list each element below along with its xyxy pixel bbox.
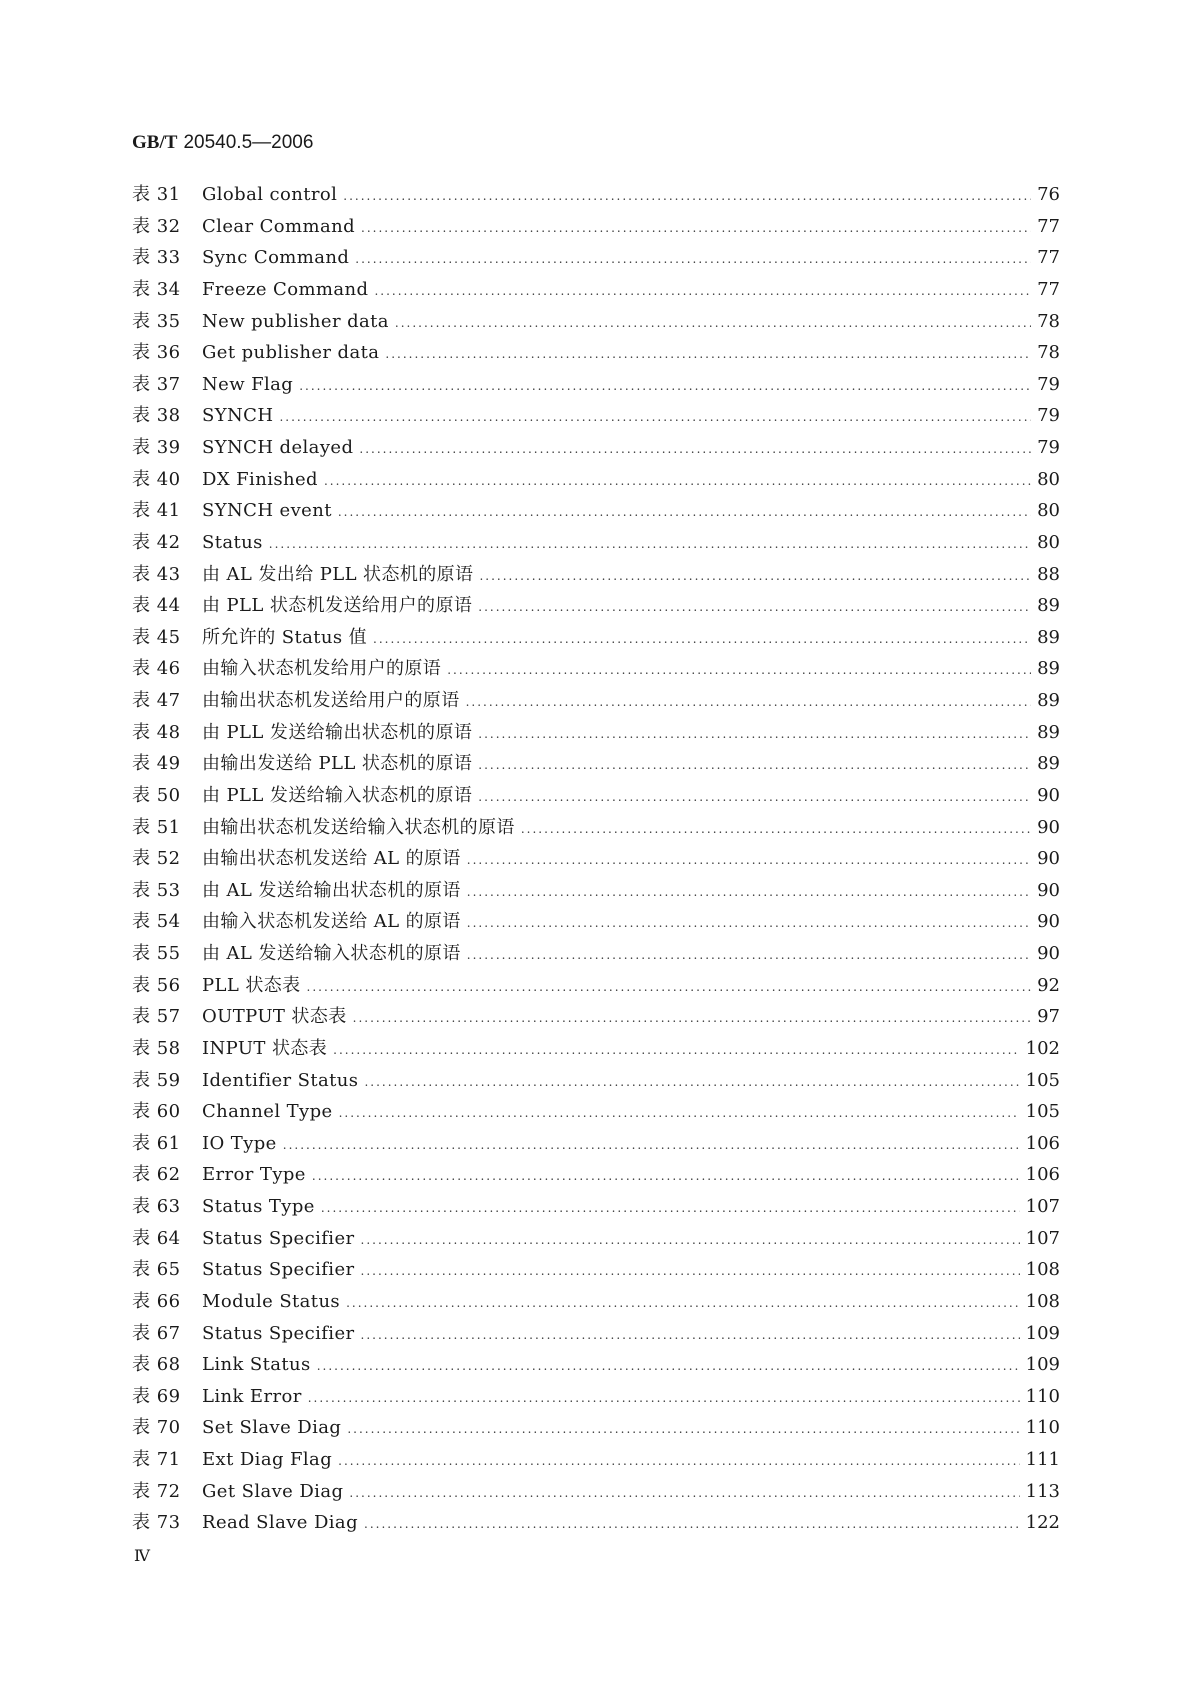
toc-entry-page: 89 — [1037, 753, 1060, 775]
toc-dot-leader — [374, 284, 1031, 298]
toc-entry-label: 表 72 — [132, 1480, 181, 1502]
toc-dot-leader — [283, 1138, 1020, 1152]
toc-dot-leader — [269, 537, 1031, 551]
toc-entry-label: 表 47 — [132, 690, 181, 711]
toc-entry[interactable] — [132, 718, 1060, 750]
toc-entry-title: 由 AL 发送给输入状态机的原语 — [202, 943, 461, 964]
toc-entry-title: 由 AL 发出给 PLL 状态机的原语 — [202, 563, 474, 585]
toc-entry-label: 表 68 — [132, 1354, 181, 1376]
toc-entry-title: Sync Command — [202, 247, 350, 269]
toc-entry-label: 表 57 — [132, 1006, 181, 1028]
toc-dot-leader — [308, 1391, 1020, 1405]
toc-entry-page: 108 — [1025, 1259, 1060, 1281]
toc-dot-leader — [361, 221, 1031, 235]
toc-entry-title: 由输出状态机发送给输入状态机的原语 — [202, 816, 515, 838]
toc-entry-label: 表 44 — [132, 595, 181, 617]
toc-dot-leader — [447, 663, 1031, 677]
toc-entry-title: 由 PLL 发送给输入状态机的原语 — [202, 784, 473, 806]
toc-dot-leader — [338, 505, 1031, 519]
toc-entry-page: 110 — [1025, 1417, 1060, 1439]
toc-entry-title: New publisher data — [202, 310, 389, 332]
toc-entry-page: 88 — [1037, 563, 1060, 585]
toc-entry-page: 113 — [1025, 1480, 1060, 1502]
toc-entry-label: 表 51 — [132, 816, 181, 838]
toc-entry[interactable] — [132, 433, 1060, 465]
toc-entry[interactable] — [132, 1224, 1060, 1256]
table-list — [132, 180, 1060, 1540]
toc-entry[interactable] — [132, 813, 1060, 845]
toc-entry-page: 106 — [1025, 1132, 1060, 1154]
standard-code-number: 20540.5—2006 — [183, 132, 314, 153]
toc-entry-title: INPUT 状态表 — [202, 1037, 328, 1059]
toc-entry-title: Status — [202, 531, 263, 553]
toc-entry[interactable] — [132, 1160, 1060, 1192]
toc-dot-leader — [467, 916, 1031, 930]
toc-entry-label: 表 56 — [132, 974, 181, 996]
toc-entry-label: 表 67 — [132, 1322, 181, 1344]
toc-entry[interactable] — [132, 275, 1060, 307]
toc-entry[interactable] — [132, 1192, 1060, 1224]
toc-entry[interactable] — [132, 1097, 1060, 1129]
toc-dot-leader — [385, 347, 1031, 361]
toc-entry-page: 80 — [1037, 468, 1060, 490]
toc-entry[interactable] — [132, 686, 1060, 718]
toc-entry-title: 由输出状态机发送给用户的原语 — [202, 690, 460, 711]
toc-entry-title: Freeze Command — [202, 278, 369, 300]
toc-dot-leader — [478, 600, 1031, 614]
toc-dot-leader — [349, 1486, 1019, 1500]
toc-entry-title: Status Specifier — [202, 1227, 355, 1249]
toc-entry-title: 由 PLL 发送给输出状态机的原语 — [202, 721, 473, 743]
toc-entry-title: Status Specifier — [202, 1322, 355, 1344]
toc-dot-leader — [307, 980, 1032, 994]
toc-entry-label: 表 59 — [132, 1069, 181, 1091]
toc-entry[interactable] — [132, 243, 1060, 275]
toc-entry[interactable] — [132, 939, 1060, 971]
toc-dot-leader — [355, 252, 1031, 266]
toc-entry[interactable] — [132, 1477, 1060, 1509]
toc-dot-leader — [479, 569, 1031, 583]
toc-entry[interactable] — [132, 591, 1060, 623]
toc-entry-title: OUTPUT 状态表 — [202, 1006, 347, 1028]
toc-entry-label: 表 69 — [132, 1385, 181, 1407]
toc-entry-title: Link Error — [202, 1385, 302, 1407]
toc-entry-label: 表 34 — [132, 278, 181, 300]
toc-entry-page: 108 — [1025, 1290, 1060, 1312]
toc-entry-page: 77 — [1037, 215, 1060, 237]
toc-entry-label: 表 64 — [132, 1227, 181, 1249]
toc-entry-title: Link Status — [202, 1354, 311, 1376]
toc-dot-leader — [521, 822, 1031, 836]
toc-entry-title: 所允许的 Status 值 — [202, 626, 368, 648]
toc-entry-title: Module Status — [202, 1290, 341, 1312]
toc-entry[interactable] — [132, 876, 1060, 908]
toc-entry[interactable] — [132, 781, 1060, 813]
toc-entry[interactable] — [132, 623, 1060, 655]
toc-entry-page: 79 — [1037, 405, 1060, 427]
toc-entry-page: 89 — [1037, 721, 1060, 743]
toc-entry-page: 80 — [1037, 531, 1060, 553]
toc-entry-title: Read Slave Diag — [202, 1512, 358, 1534]
toc-entry[interactable] — [132, 528, 1060, 560]
toc-dot-leader — [324, 474, 1031, 488]
toc-entry[interactable] — [132, 338, 1060, 370]
toc-entry-label: 表 46 — [132, 658, 181, 680]
toc-dot-leader — [321, 1201, 1020, 1215]
toc-dot-leader — [467, 853, 1031, 867]
toc-entry-page: 110 — [1025, 1385, 1060, 1407]
toc-entry-page: 89 — [1037, 658, 1060, 680]
toc-entry-page: 79 — [1037, 373, 1060, 395]
toc-entry-label: 表 42 — [132, 531, 181, 553]
toc-entry-label: 表 45 — [132, 626, 181, 648]
toc-entry-page: 90 — [1037, 943, 1060, 964]
toc-dot-leader — [346, 1296, 1020, 1310]
toc-entry-title: 由输出状态机发送给 AL 的原语 — [202, 848, 461, 870]
toc-entry-title: IO Type — [202, 1132, 277, 1154]
toc-entry-page: 76 — [1037, 184, 1060, 205]
toc-dot-leader — [339, 1106, 1020, 1120]
toc-dot-leader — [279, 410, 1031, 424]
toc-entry-title: 由输入状态机发送给 AL 的原语 — [202, 911, 461, 933]
toc-entry-label: 表 52 — [132, 848, 181, 870]
toc-entry-page: 89 — [1037, 690, 1060, 711]
toc-entry[interactable] — [132, 212, 1060, 244]
toc-entry[interactable] — [132, 749, 1060, 781]
toc-entry-page: 90 — [1037, 816, 1060, 838]
toc-entry-label: 表 55 — [132, 943, 181, 964]
toc-dot-leader — [361, 1328, 1020, 1342]
toc-entry[interactable] — [132, 1382, 1060, 1414]
toc-entry-page: 78 — [1037, 342, 1060, 364]
toc-entry-label: 表 39 — [132, 437, 181, 458]
toc-entry-label: 表 40 — [132, 468, 181, 490]
toc-dot-leader — [478, 727, 1031, 741]
toc-entry-label: 表 66 — [132, 1290, 181, 1312]
page-number: Ⅳ — [134, 1546, 150, 1565]
toc-entry[interactable] — [132, 465, 1060, 497]
toc-entry-label: 表 48 — [132, 721, 181, 743]
toc-entry[interactable] — [132, 307, 1060, 339]
toc-dot-leader — [478, 758, 1031, 772]
toc-entry-title: SYNCH — [202, 405, 274, 427]
toc-entry-title: Set Slave Diag — [202, 1417, 342, 1439]
toc-entry-title: Get Slave Diag — [202, 1480, 344, 1502]
toc-dot-leader — [364, 1517, 1020, 1531]
toc-entry-title: Clear Command — [202, 215, 356, 237]
toc-dot-leader — [347, 1422, 1019, 1436]
toc-entry-label: 表 73 — [132, 1512, 181, 1534]
toc-entry[interactable] — [132, 1350, 1060, 1382]
toc-entry-page: 90 — [1037, 848, 1060, 870]
toc-entry-label: 表 31 — [132, 184, 181, 205]
toc-dot-leader — [353, 1011, 1031, 1025]
toc-entry[interactable] — [132, 1255, 1060, 1287]
toc-entry-label: 表 43 — [132, 563, 181, 585]
toc-entry-title: Status Specifier — [202, 1259, 355, 1281]
toc-entry-label: 表 38 — [132, 405, 181, 427]
toc-entry-page: 111 — [1025, 1449, 1060, 1470]
toc-entry-page: 106 — [1025, 1164, 1060, 1186]
toc-entry-label: 表 70 — [132, 1417, 181, 1439]
toc-entry[interactable] — [132, 1002, 1060, 1034]
toc-entry-title: PLL 状态表 — [202, 974, 301, 996]
toc-entry-page: 90 — [1037, 911, 1060, 933]
toc-dot-leader — [478, 790, 1031, 804]
toc-entry[interactable] — [132, 1508, 1060, 1540]
toc-entry-label: 表 54 — [132, 911, 181, 933]
toc-entry[interactable] — [132, 1287, 1060, 1319]
toc-dot-leader — [364, 1075, 1019, 1089]
toc-entry-title: Ext Diag Flag — [202, 1449, 333, 1470]
standard-header — [132, 130, 313, 155]
toc-dot-leader — [373, 632, 1031, 646]
toc-entry[interactable] — [132, 971, 1060, 1003]
toc-entry[interactable] — [132, 496, 1060, 528]
toc-entry-page: 78 — [1037, 310, 1060, 332]
toc-entry[interactable] — [132, 1066, 1060, 1098]
toc-entry-page: 77 — [1037, 278, 1060, 300]
toc-entry-title: Error Type — [202, 1164, 306, 1186]
toc-entry-label: 表 49 — [132, 753, 181, 775]
toc-entry-page: 109 — [1025, 1322, 1060, 1344]
toc-entry-page: 107 — [1025, 1196, 1060, 1217]
toc-entry-page: 89 — [1037, 626, 1060, 648]
toc-entry-label: 表 41 — [132, 500, 181, 522]
toc-entry-title: 由 PLL 状态机发送给用户的原语 — [202, 595, 473, 617]
toc-entry[interactable] — [132, 1413, 1060, 1445]
toc-dot-leader — [312, 1169, 1020, 1183]
toc-entry-page: 80 — [1037, 500, 1060, 522]
toc-entry[interactable] — [132, 1034, 1060, 1066]
toc-entry-page: 105 — [1025, 1101, 1060, 1123]
toc-entry-label: 表 63 — [132, 1196, 181, 1217]
toc-dot-leader — [466, 695, 1031, 709]
toc-entry-page: 97 — [1037, 1006, 1060, 1028]
toc-entry[interactable] — [132, 560, 1060, 592]
toc-entry-label: 表 36 — [132, 342, 181, 364]
toc-entry-label: 表 37 — [132, 373, 181, 395]
toc-entry-label: 表 61 — [132, 1132, 181, 1154]
standard-code-prefix: GB/T — [132, 132, 178, 153]
toc-entry-label: 表 35 — [132, 310, 181, 332]
toc-entry-page: 92 — [1037, 974, 1060, 996]
toc-entry-title: New Flag — [202, 373, 294, 395]
toc-dot-leader — [361, 1233, 1020, 1247]
toc-entry-label: 表 50 — [132, 784, 181, 806]
toc-entry-title: Get publisher data — [202, 342, 380, 364]
toc-entry-label: 表 58 — [132, 1037, 181, 1059]
toc-entry-page: 90 — [1037, 879, 1060, 901]
toc-entry-page: 77 — [1037, 247, 1060, 269]
toc-entry-title: 由 AL 发送给输出状态机的原语 — [202, 879, 461, 901]
toc-dot-leader — [359, 442, 1031, 456]
toc-entry-title: Global control — [202, 184, 338, 205]
toc-entry-label: 表 62 — [132, 1164, 181, 1186]
toc-dot-leader — [338, 1454, 1020, 1468]
toc-entry-label: 表 60 — [132, 1101, 181, 1123]
toc-entry-page: 105 — [1025, 1069, 1060, 1091]
toc-entry[interactable] — [132, 1319, 1060, 1351]
toc-entry[interactable] — [132, 907, 1060, 939]
toc-entry-page: 79 — [1037, 437, 1060, 458]
toc-entry-label: 表 71 — [132, 1449, 181, 1470]
toc-entry-label: 表 33 — [132, 247, 181, 269]
toc-entry-title: 由输入状态机发给用户的原语 — [202, 658, 442, 680]
toc-entry-page: 89 — [1037, 595, 1060, 617]
toc-entry-title: Status Type — [202, 1196, 315, 1217]
toc-entry[interactable] — [132, 1445, 1060, 1477]
toc-entry[interactable] — [132, 654, 1060, 686]
toc-entry-page: 102 — [1025, 1037, 1060, 1059]
toc-entry[interactable] — [132, 401, 1060, 433]
toc-entry-label: 表 32 — [132, 215, 181, 237]
toc-entry-page: 90 — [1037, 784, 1060, 806]
toc-entry[interactable] — [132, 844, 1060, 876]
toc-dot-leader — [317, 1359, 1020, 1373]
toc-dot-leader — [361, 1264, 1020, 1278]
toc-dot-leader — [395, 316, 1031, 330]
toc-entry-title: Identifier Status — [202, 1069, 359, 1091]
toc-entry-title: 由输出发送给 PLL 状态机的原语 — [202, 753, 473, 775]
toc-entry[interactable] — [132, 370, 1060, 402]
toc-entry[interactable] — [132, 180, 1060, 212]
toc-entry-page: 109 — [1025, 1354, 1060, 1376]
toc-entry-title: DX Finished — [202, 468, 318, 490]
toc-entry-label: 表 65 — [132, 1259, 181, 1281]
toc-dot-leader — [467, 948, 1031, 962]
toc-entry[interactable] — [132, 1129, 1060, 1161]
toc-entry-title: SYNCH delayed — [202, 437, 354, 458]
toc-entry-title: SYNCH event — [202, 500, 332, 522]
toc-dot-leader — [333, 1043, 1019, 1057]
toc-dot-leader — [467, 885, 1031, 899]
toc-entry-label: 表 53 — [132, 879, 181, 901]
toc-dot-leader — [299, 379, 1031, 393]
toc-dot-leader — [343, 189, 1031, 203]
toc-entry-page: 107 — [1025, 1227, 1060, 1249]
toc-entry-page: 122 — [1025, 1512, 1060, 1534]
toc-entry-title: Channel Type — [202, 1101, 333, 1123]
